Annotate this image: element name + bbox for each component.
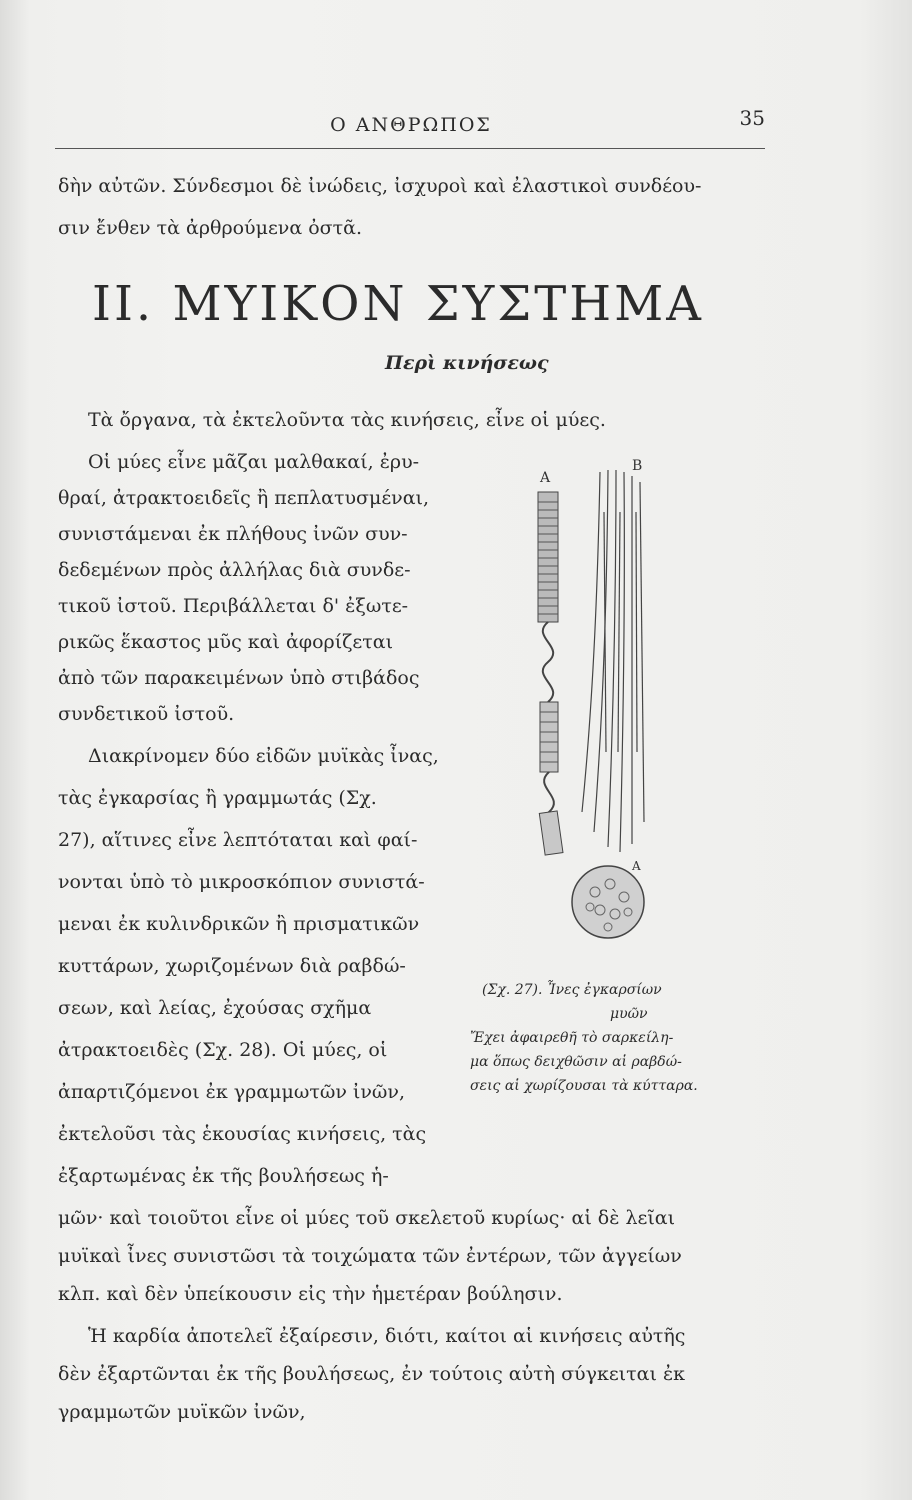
text-line: συνιστάμεναι ἐκ πλήθους ἰνῶν συν- (58, 523, 408, 545)
page-number: 35 (739, 106, 765, 130)
text-line: συνδετικοῦ ἰστοῦ. (58, 703, 235, 725)
caption-line: σεις αἱ χωρίζουσαι τὰ κύτταρα. (470, 1078, 698, 1094)
text-line: ρικῶς ἕκαστος μῦς καὶ ἀφορίζεται (58, 631, 394, 653)
text-line: κυττάρων, χωριζομένων διὰ ραβδώ- (58, 955, 406, 977)
figure-label-lower: A (632, 859, 641, 873)
intro-line-2: σιν ἔνθεν τὰ ἀρθρούμενα ὀστᾶ. (58, 217, 363, 239)
text-line: μεναι ἐκ κυλινδρικῶν ἢ πρισματικῶν (58, 913, 420, 935)
text-line: μῶν· καὶ τοιοῦτοι εἶνε οἱ μύες τοῦ σκελετοῦ κυρίως· αἱ δὲ λεῖαι (58, 1207, 676, 1229)
text-line: ἐκτελοῦσι τὰς ἑκουσίας κινήσεις, τὰς (58, 1123, 427, 1145)
first-line: Τὰ ὄργανα, τὰ ἐκτελοῦντα τὰς κινήσεις, εἶνε οἱ μύες. (88, 409, 606, 431)
text-line: νονται ὑπὸ τὸ μικροσκόπιον συνιστά- (58, 871, 425, 893)
text-line: 27), αἵτινες εἶνε λεπτόταται καὶ φαί- (58, 829, 418, 851)
text-line: δεδεμένων πρὸς ἀλλήλας διὰ συνδε- (58, 559, 411, 581)
text-line: σεων, καὶ λείας, ἐχούσας σχῆμα (58, 997, 372, 1019)
caption-line: Ἔχει ἀφαιρεθῆ τὸ σαρκείλη- (470, 1030, 674, 1046)
fiber-bundle-b (582, 470, 644, 852)
figure-caption (470, 978, 770, 1098)
caption-line: μυῶν (610, 1006, 648, 1022)
text-line: Διακρίνομεν δύο εἰδῶν μυϊκὰς ἶνας, (88, 745, 439, 767)
chapter-title: II. ΜΥΙΚΟΝ ΣΥΣΤΗΜΑ (92, 276, 704, 332)
text-line: κλπ. καὶ δὲν ὑπείκουσιν εἰς τὴν ἡμετέραν βούλησιν. (58, 1283, 563, 1305)
fiber-cross-section (572, 866, 644, 938)
text-line: ἐξαρτωμένας ἐκ τῆς βουλήσεως ἡ- (58, 1165, 389, 1187)
caption-line: (Σχ. 27). Ἶνες ἐγκαρσίων (482, 982, 662, 998)
text-line: ἀπαρτιζόμενοι ἐκ γραμμωτῶν ἰνῶν, (58, 1081, 406, 1103)
text-line: δὲν ἐξαρτῶνται ἐκ τῆς βουλήσεως, ἐν τούτοις αὐτὴ σύγκειται ἐκ (58, 1363, 686, 1385)
text-line: Ἡ καρδία ἀποτελεῖ ἐξαίρεσιν, διότι, καίτοι αἱ κινήσεις αὐτῆς (88, 1325, 686, 1347)
text-line: ἀπὸ τῶν παρακειμένων ὑπὸ στιβάδος (58, 667, 420, 689)
caption-line: μα ὅπως δειχθῶσιν αἱ ραβδώ- (470, 1054, 682, 1070)
text-line: μυϊκαὶ ἶνες συνιστῶσι τὰ τοιχώματα τῶν ἐντέρων, τῶν ἀγγείων (58, 1245, 682, 1267)
text-line: γραμμωτῶν μυϊκῶν ἰνῶν, (58, 1401, 306, 1423)
text-line: ἀτρακτοειδὲς (Σχ. 28). Οἱ μύες, οἱ (58, 1039, 388, 1061)
text-line: Οἱ μύες εἶνε μᾶζαι μαλθακαί, ἐρυ- (88, 451, 420, 473)
text-line: θραί, ἀτρακτοειδεῖς ἢ πεπλατυσμέναι, (58, 487, 430, 509)
muscle-fiber-illustration (520, 452, 670, 952)
section-subtitle: Περὶ κινήσεως (385, 352, 549, 374)
figure-label-b: B (632, 458, 643, 474)
intro-line-1: δὴν αὐτῶν. Σύνδεσμοι δὲ ἰνώδεις, ἰσχυροὶ καὶ ἐλαστικοὶ συνδέου- (58, 175, 702, 197)
running-title: Ο ΑΝΘΡΩΠΟΣ (330, 114, 492, 136)
text-line: τὰς ἐγκαρσίας ἢ γραμμωτάς (Σχ. (58, 787, 377, 809)
striated-fiber-a (538, 492, 563, 855)
figure-label-a: A (540, 470, 551, 486)
text-line: τικοῦ ἰστοῦ. Περιβάλλεται δ' ἐξωτε- (58, 595, 409, 617)
running-header (55, 104, 767, 144)
header-rule (55, 148, 765, 149)
